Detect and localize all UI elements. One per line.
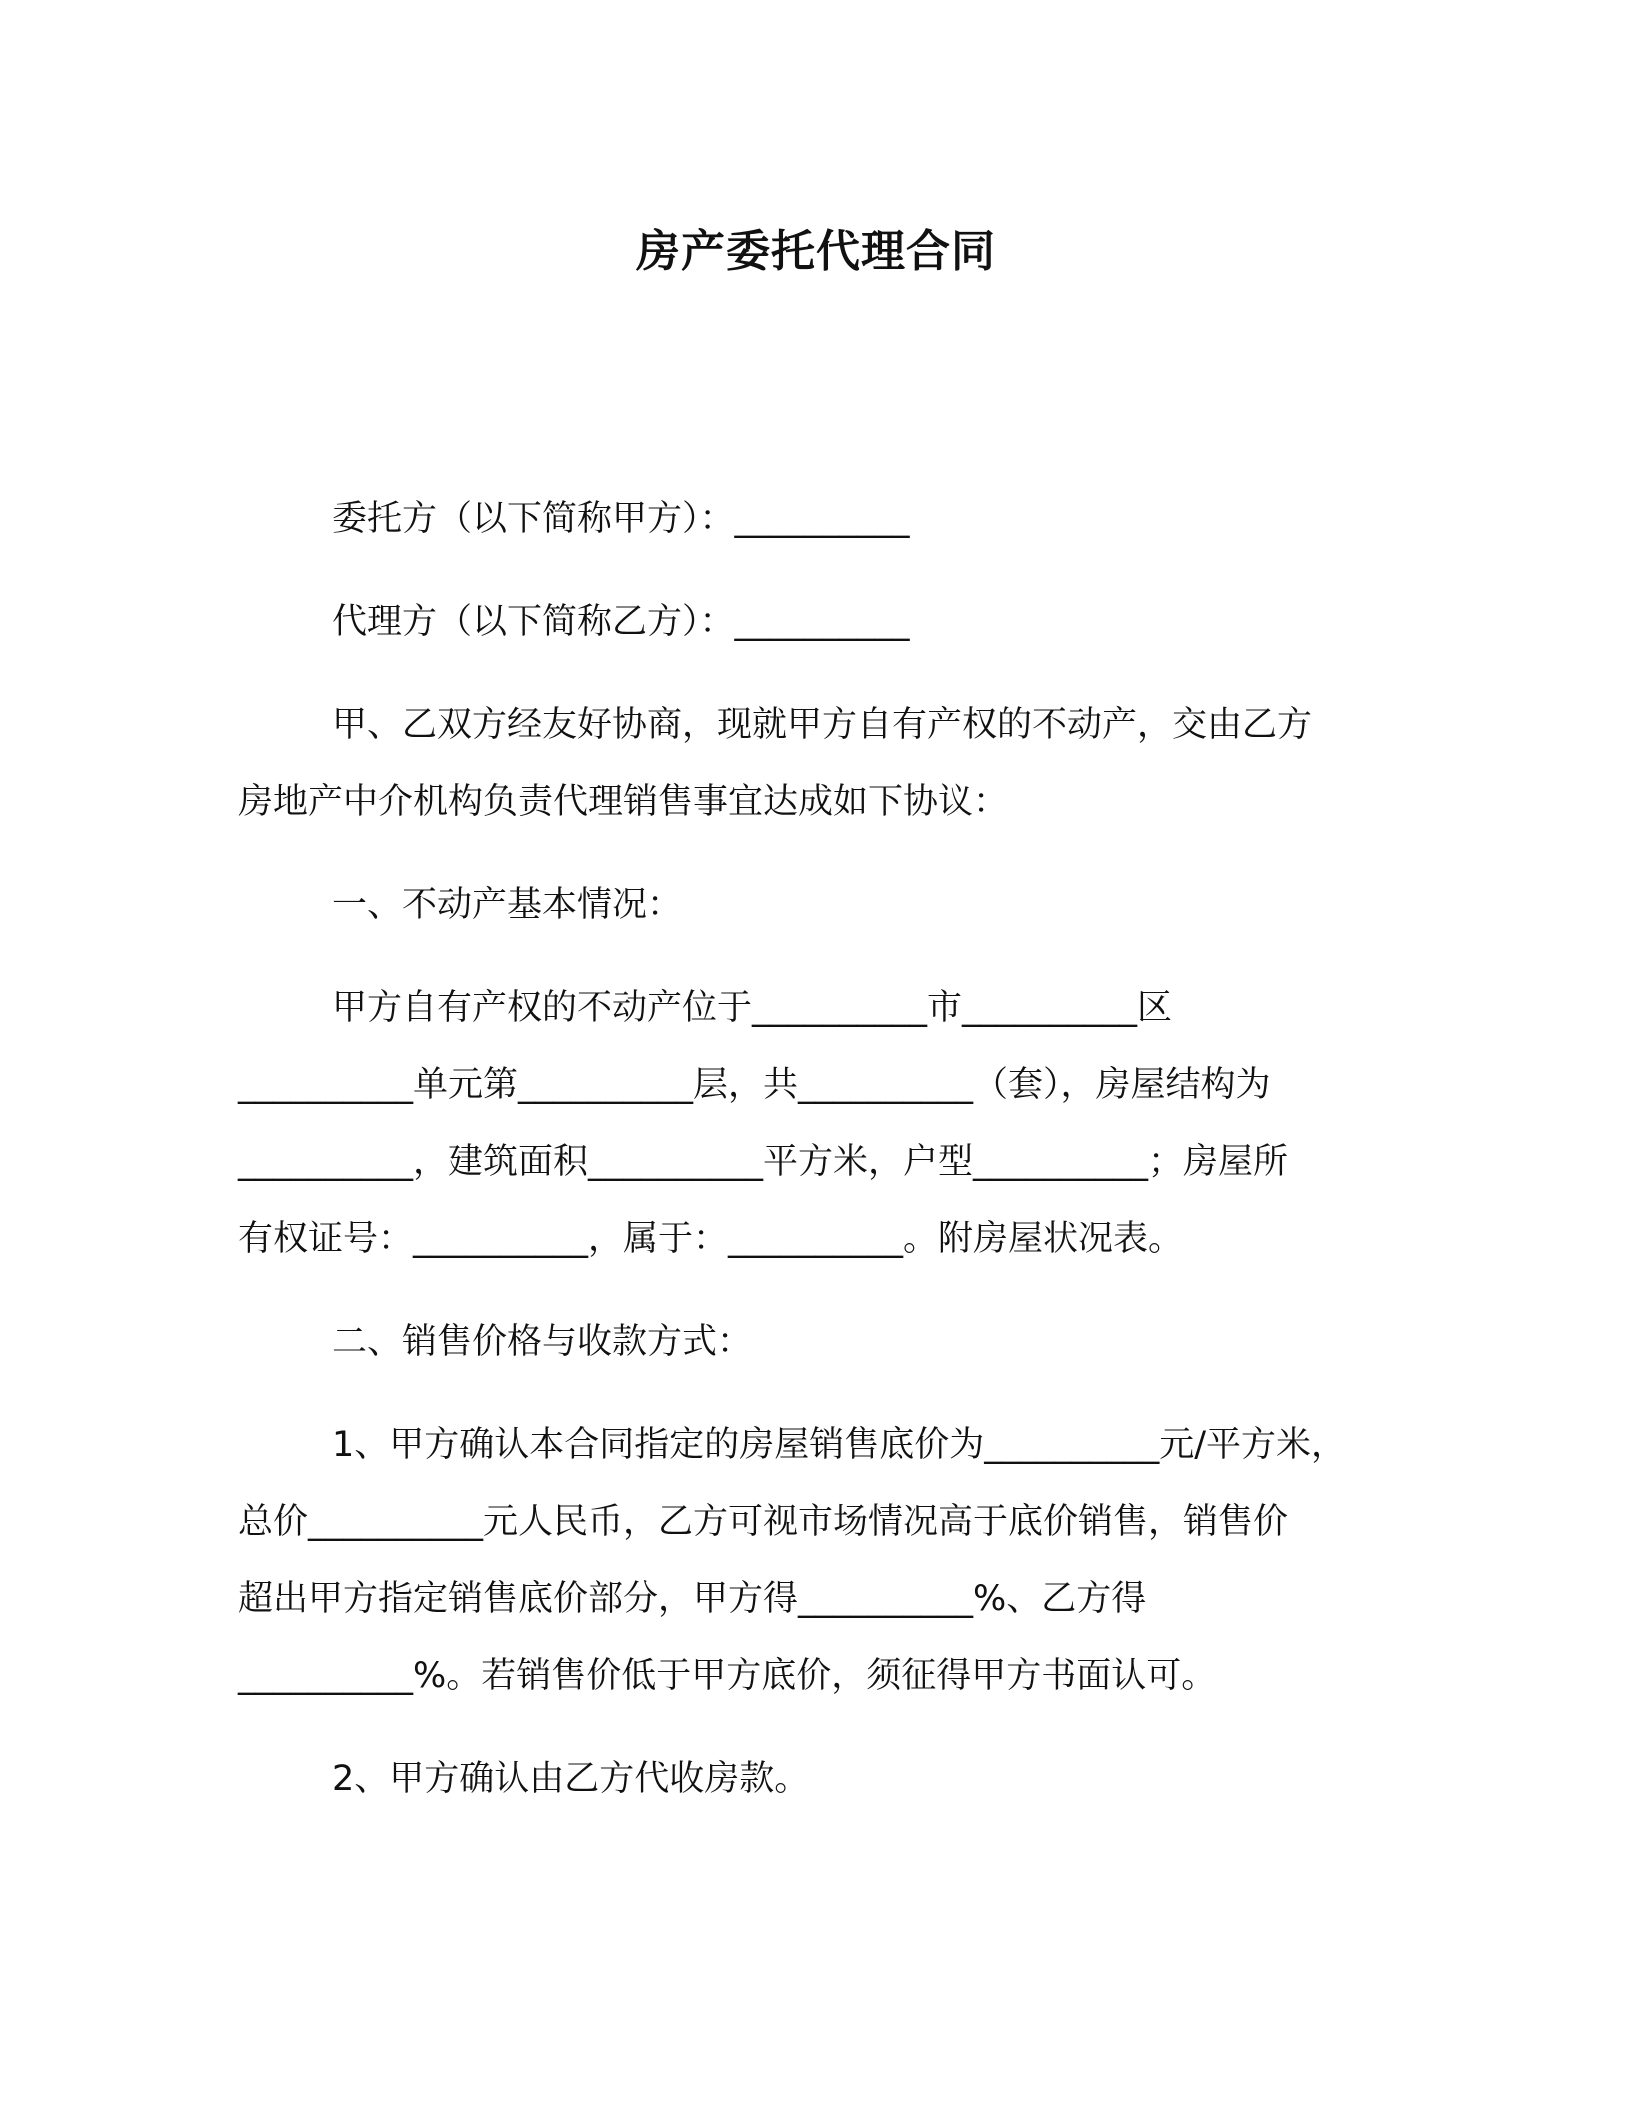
intro-line-1: 甲、乙双方经友好协商，现就甲方自有产权的不动产，交由乙方: [332, 705, 1313, 745]
collection-line: 2、甲方确认由乙方代收房款。: [332, 1759, 810, 1799]
price-line-1: 1、甲方确认本合同指定的房屋销售底价为__________元/平方米，: [332, 1425, 1347, 1465]
property-line-1: 甲方自有产权的不动产位于__________市__________区: [332, 988, 1173, 1028]
property-line-2: __________单元第__________层，共__________（套），房屋结构为: [238, 1065, 1271, 1105]
agent-party-line: 代理方（以下简称乙方）：__________: [332, 602, 910, 642]
client-party-line: 委托方（以下简称甲方）：__________: [332, 499, 910, 539]
price-line-3: 超出甲方指定销售底价部分，甲方得__________%、乙方得: [238, 1579, 1147, 1619]
intro-line-2: 房地产中介机构负责代理销售事宜达成如下协议：: [238, 782, 1009, 822]
property-line-4: 有权证号：__________，属于：__________。附房屋状况表。: [238, 1219, 1184, 1259]
property-line-3: __________，建筑面积__________平方米，户型__________；房屋所: [238, 1142, 1289, 1182]
document-title: 房产委托代理合同: [636, 226, 996, 277]
section-1-heading: 一、不动产基本情况：: [332, 885, 683, 925]
price-line-4: __________%。若销售价低于甲方底价，须征得甲方书面认可。: [238, 1656, 1217, 1696]
section-2-heading: 二、销售价格与收款方式：: [332, 1322, 753, 1362]
price-line-2: 总价__________元人民币，乙方可视市场情况高于底价销售，销售价: [238, 1502, 1289, 1542]
